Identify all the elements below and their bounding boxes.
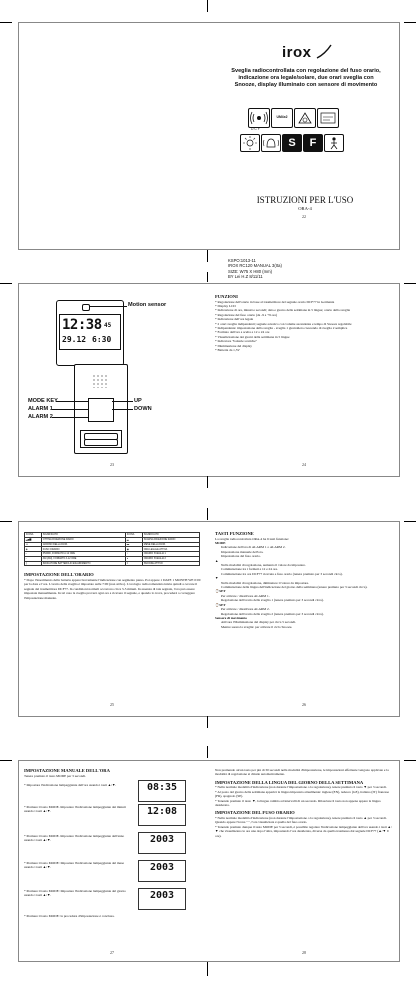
- battery-cell: [84, 439, 118, 446]
- manual-step: * Impostare l'indicazione lampeggiante dell'ora usando i tasti ▲/▼.: [24, 783, 117, 787]
- spec-line: IROX RC120 MANUAL 3(Ita): [228, 263, 282, 269]
- crop-mark: [404, 760, 416, 761]
- alarm1-icon: ⌚: [215, 589, 220, 594]
- crop-mark: [207, 476, 208, 488]
- set2-item: Per attivare / disattivare ALARM 2.: [221, 607, 270, 612]
- tasti-intro: La sveglia radiocontrollata ORA-4 ha 6 tasti funzione:: [215, 536, 289, 541]
- sensor-item: Mentre suona la sveglia: per attivare il ciclo Snooze.: [221, 624, 293, 629]
- crop-mark: [0, 760, 12, 761]
- brand-logo: [282, 44, 312, 61]
- crop-mark: [404, 521, 416, 522]
- funzioni-title: FUNZIONI: [215, 294, 238, 299]
- spec-block: [228, 258, 282, 280]
- down-arrow-icon: ▼: [215, 576, 219, 581]
- table-header: ICONA: [125, 533, 142, 538]
- set1-item: Regolazione dell'orario della sveglia 1 (tenere premuto per 3 secondi circa).: [221, 598, 324, 603]
- table-icon-cell: ▯: [25, 561, 42, 566]
- lingua-item: * Tenendo premuto il tasto ▼, la lingua cambia ad intervalli di un secondo. Rilasciare il tasto non appena appare la lingua desiderata.: [215, 798, 381, 808]
- crop-mark: [207, 250, 208, 262]
- lcd-step-minutes: [138, 804, 186, 826]
- manual-intro: Tenere premuto il tasto MODE per 3 secondi.: [24, 773, 86, 778]
- tasti-title: TASTI FUNZIONE: [215, 531, 254, 536]
- lingua-intro: Non premendo alcun tasto per più di 30 secondi nella modalità d'impostazione, le impostazioni effettuate vengono applicate e la modalità di regolazione si chiude automaticamente.: [215, 768, 389, 777]
- table-header: SIGNIFICATO: [41, 533, 125, 538]
- crop-mark: [207, 746, 208, 758]
- page-number: 28: [302, 950, 306, 955]
- icon-table-page: [24, 532, 202, 600]
- alarm1-label: ALARM 1: [28, 406, 53, 412]
- lcd-time: 12:38: [62, 317, 102, 333]
- crop-mark: [207, 272, 208, 282]
- funzioni-item: * Formato dell'ora a scelta a 12 o 24 ore: [215, 330, 270, 335]
- table-icon-cell: ▭: [25, 542, 42, 547]
- impostazione-title: IMPOSTAZIONE DELL'ORARIO: [24, 572, 94, 578]
- lcd-value: 2003: [149, 834, 175, 845]
- leader-line: [56, 401, 88, 402]
- crop-mark: [404, 283, 416, 284]
- button-panel: [88, 398, 114, 422]
- table-cell: PM/MD, FORMATO A 12 ORE: [41, 552, 125, 557]
- up-item: Commutazione tra ora DCF77 ricevuta e fuso orario (tenere premuto per 3 secondi circa).: [221, 571, 343, 576]
- lcd-step-day: [138, 888, 186, 910]
- page-number: 23: [110, 462, 114, 467]
- brand-text: irox: [282, 44, 312, 61]
- badge-text: UM4x2: [276, 115, 288, 119]
- manual-step: * Premere il tasto MODE: Impostare l'indicazione lampeggiante del giorno usando i tasti ▲/▼.: [24, 889, 126, 898]
- spec-line: KSPO:1013-11: [228, 258, 256, 263]
- crop-mark: [207, 962, 208, 976]
- funzioni-item: * Indicazione di ora, minuti e secondi; data e giorno della settimana in 5 lingue; orario della sveglia: [215, 308, 351, 313]
- lcd-date: 29.12: [62, 335, 87, 344]
- set2-item: Regolazione dell'orario della sveglia 2 (tenere premuto per 3 secondi circa).: [221, 611, 324, 616]
- lingua-item: * Al posto del giorno della settimana apparirà la lingua impostata attualmente: inglese (EN), tedesco (GE), italiano (IT) francese (FR), spagnolo (SP).: [215, 789, 389, 799]
- manual-step: * Premere il tasto MODE. Impostare l'indicazione lampeggiante dei minuti usando i tasti ▲/▼.: [24, 805, 126, 814]
- sensor-heading: Sensore di movimento: [215, 615, 247, 620]
- page-number: 27: [110, 950, 114, 955]
- table-header: SIGNIFICATO: [142, 533, 199, 538]
- table-icon-cell: ◉: [125, 547, 142, 552]
- manual-page: [24, 768, 204, 778]
- table-cell: GIORNO DELLA DATA: [41, 542, 125, 547]
- mode-item: Indicazione dell'ora di ALARM 1 o ALARM 2.: [221, 545, 286, 550]
- speaker-grille: [92, 374, 108, 388]
- down-item: Commutazione della lingua dell'indicazione del giorno della settimana (tenere premuto per 3 secondi circa).: [221, 585, 368, 590]
- lcd-alarm-time: 6:30: [92, 335, 112, 344]
- lcd-value: 08:35: [146, 782, 178, 793]
- table-cell: ORARIO SVEGLIA 1: [142, 552, 199, 557]
- mode-heading: MODE: [215, 541, 226, 545]
- mode-key-label: MODE KEY: [28, 398, 58, 404]
- f-badge-icon: [303, 134, 323, 152]
- manual-step: * Premere il tasto MODE: Impostare l'indicazione lampeggiante del mese usando i tasti ▲/▼.: [24, 861, 124, 870]
- mode-item: Impostazione manuale dell'ora.: [221, 549, 264, 554]
- funzioni-item: * 2 orari sveglia indipendenti; segnale acustico con volume ascendente e tempo di Snooze regolabile: [215, 321, 352, 326]
- crop-mark: [0, 22, 12, 23]
- table-icon-cell: ▪: [25, 552, 42, 557]
- table-cell: AM (AM), FORMATO A 12 ORE: [41, 556, 125, 561]
- page-number: 22: [302, 214, 306, 219]
- crop-mark: [207, 716, 208, 728]
- table-cell: SCARSA RICEZIONE RADIO: [142, 537, 199, 542]
- cover-page: [212, 30, 398, 245]
- up-item: Commutazione tra i formati a 12 e 24 ore.: [221, 567, 278, 572]
- lcd-value: 2003: [149, 890, 175, 901]
- logo-swoosh-icon: [315, 44, 333, 60]
- table-icon-cell: ◕: [125, 556, 142, 561]
- funzioni-item: * Indicatore "batterie scariche": [215, 339, 258, 344]
- mode-item: Impostazione del fuso orario.: [221, 554, 261, 559]
- table-cell: FUSO ORARIO: [41, 547, 125, 552]
- lingua-title: IMPOSTAZIONE DELLA LINGUA DEL GIORNO DELLA SETTIMANA: [215, 779, 364, 785]
- manual-title: ISTRUZIONI PER L'USO: [256, 195, 354, 205]
- fuso-title: IMPOSTAZIONE DEL FUSO ORARIO: [215, 810, 295, 816]
- funzioni-page: [215, 294, 393, 352]
- crop-mark: [0, 283, 12, 284]
- person-motion-icon: [324, 134, 344, 152]
- funzioni-item: * Regolazione del fuso orario (da -9 a +9 ore): [215, 312, 278, 317]
- s-badge-icon: [282, 134, 302, 152]
- snooze-bell-icon: [261, 134, 281, 152]
- set1-item: Per attivare / disattivare ALARM 1.: [221, 593, 270, 598]
- lcd-step-month: [138, 860, 186, 882]
- manual-step: * Premere il tasto MODE. Impostare l'indicazione lampeggiante dell'anno usando i tasti ▲/▼.: [24, 834, 125, 843]
- spec-line: BY Lei H.Z 8/11/11: [228, 274, 263, 280]
- table-icon-cell: ◔: [125, 552, 142, 557]
- table-icon-cell: z: [125, 561, 142, 566]
- crop-mark: [0, 521, 12, 522]
- s-badge-letter: S: [288, 137, 296, 149]
- table-icon-cell: ◈: [25, 547, 42, 552]
- crop-mark: [207, 0, 208, 12]
- impostazione-text: * Dopo l'inserimento della batteria appare brevemente l'indicazione con segmento pieno. Poi appare 1 DATE 1 MONTH WE 0:00 per la data e l'ora. L'orario della sveglia è impostato sulle 7:00 (non attivo). L'orologio radiocomandato inizia quindi a cercare il segnale del trasmettitore DCF77. In condizioni normali occorrono circa 3-5 minuti. In assenza di tale segnale, l'ora può essere impostata manualmente. In tal caso la sveglia proverà ogni ora a ricevere il segnale, e quando lo trova, procederà a correggere l'impostazione manuale.: [24, 577, 201, 600]
- up-arrow-icon: ▲: [215, 558, 219, 563]
- table-cell: INDICATORE BATTERIA IN ESAURIMENTO: [41, 561, 125, 566]
- table-row: [25, 561, 200, 566]
- alarm2-icon: ⌚: [215, 602, 220, 607]
- down-label: DOWN: [134, 406, 152, 412]
- funzioni-item: * Illuminazione del display: [215, 343, 253, 348]
- dcf-letters: D C F: [251, 127, 260, 131]
- leader-line: [89, 306, 127, 307]
- up-label: UP: [134, 398, 142, 404]
- manual-model: ORA-4: [298, 206, 312, 211]
- light-icon: [240, 134, 260, 152]
- lcd-seconds: 45: [104, 322, 112, 329]
- fuso-item: * Nella normale modalità d'indicazione (non durante l'impostazione o la regolazione), tenere premuto il tasto ▲ per 3 secondi. Quando appare l'icona " ", l'ora visualizzata è quella del fuso orario.: [215, 816, 387, 825]
- table-header: ICONA: [25, 533, 42, 538]
- leader-line: [112, 401, 133, 402]
- alarm2-label: ALARM 2: [28, 414, 53, 420]
- manual-step: * Premere il tasto MODE: la procedura d'impostazione è conclusa.: [24, 914, 115, 918]
- dst-badge-icon: [271, 108, 293, 128]
- cover-headline: Sveglia radiocontrollata con regolazione del fuso orario, indicazione ora legale/solare, due orari sveglia con Snooze, display illuminato con sensore di movimento: [231, 68, 381, 88]
- down-item: Nella modalità di regolazione, diminuisce il valore da impostare.: [221, 580, 309, 585]
- set1-label: SET: [219, 589, 226, 594]
- funzioni-item: * Batteria da 1,5V: [215, 348, 240, 353]
- funzioni-item: * Visualizzazione dei giorni della settimana in 5 lingue: [215, 334, 290, 339]
- lcd-value: 12:08: [146, 806, 178, 817]
- crop-mark: [404, 22, 416, 23]
- funzioni-item: * Indipendente: impostazione della sveglia - sveglia 1 giornaliera crescendo di sveglia 2 semplice: [215, 326, 348, 331]
- clock-alarm-icon: [294, 108, 316, 128]
- table-icon-cell: ▫: [25, 556, 42, 561]
- up-item: Nella modalità di regolazione, aumento il valore da impostare.: [221, 563, 306, 568]
- table-cell: OTTIMA RICEZIONE RADIO: [41, 537, 125, 542]
- manual-title: IMPOSTAZIONE MANUALE DELL'ORA: [24, 768, 110, 773]
- motion-sensor-label: Motion sensor: [128, 302, 167, 308]
- lingua-item: * Nella normale modalità d'indicazione (non durante l'impostazione o la regolazione), tenere premuto il tasto ▼ per 3 secondi.: [215, 785, 387, 790]
- leader-line: [112, 409, 133, 410]
- icon-table: [24, 532, 200, 566]
- table-cell: ORA LEGALE ATTIVA: [142, 547, 199, 552]
- leader-line: [52, 417, 88, 418]
- table-icon-cell: ▬: [125, 542, 142, 547]
- funzioni-item: * Display LCD: [215, 304, 236, 308]
- diagram-page: [22, 290, 202, 470]
- spec-line: SIZE: W75 X H80 (mm): [228, 268, 272, 274]
- funzioni-item: * Indicazione dell'ora legale: [215, 317, 254, 322]
- tasti-page: [215, 531, 393, 629]
- funzioni-item: * Regolazione dell'orario in base al trasmettitore del segnale orario DCF77 in Germania: [215, 299, 335, 304]
- page-number: 26: [302, 702, 306, 707]
- sensor-item: Attivare l'illuminazione del display per circa 5 secondi.: [221, 620, 296, 625]
- set2-label: SET: [219, 602, 226, 607]
- table-icon-cell: ▂: [125, 537, 142, 542]
- table-cell: ORARIO SVEGLIA 2: [142, 556, 199, 561]
- table-cell: SNOOZE ATTIVO: [142, 561, 199, 566]
- f-badge-letter: F: [309, 137, 317, 149]
- radio-wave-icon: [248, 108, 270, 128]
- table-icon-cell: ▂▄▆: [25, 537, 42, 542]
- page-number: 24: [302, 462, 306, 467]
- leader-line: [52, 409, 88, 410]
- table-cell: MESE DELLA DATA: [142, 542, 199, 547]
- page-number: 25: [110, 702, 114, 707]
- weekday-display-icon: [317, 108, 339, 128]
- lcd-step-year: [138, 832, 186, 854]
- lcd-value: 2003: [149, 862, 175, 873]
- lcd-step-hour: [138, 780, 186, 802]
- crop-mark: [207, 508, 208, 520]
- lingua-page: [215, 768, 393, 838]
- fuso-item: * Tenendo premuto dunque il tasto MODE per 3 secondi, è possibile regolare l'indicazione lampeggiante dell'ora usando i tasti ▲/▼ che visualizzano le ore una dopo l'altra, impostando l'ora desiderata, diversa da quella trasmessa dal segnale DCF77 (▲/▼ 9 ore).: [215, 824, 392, 838]
